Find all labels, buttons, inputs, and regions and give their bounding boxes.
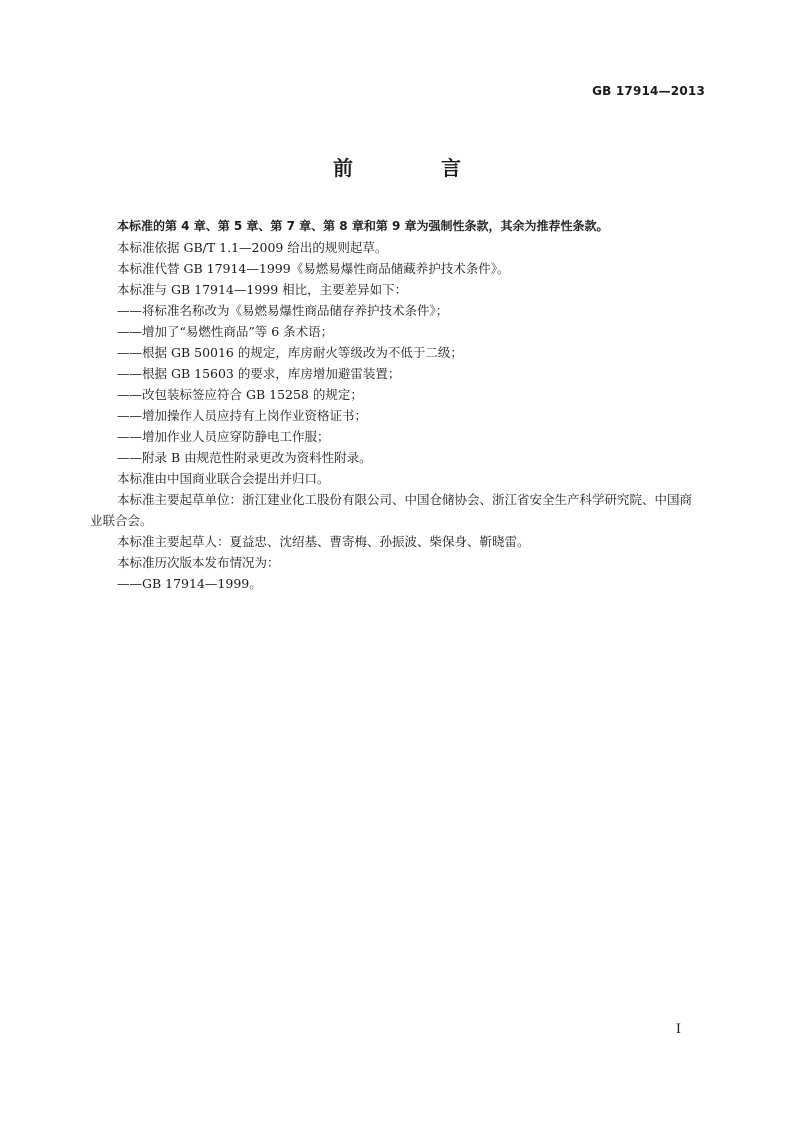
paragraph-drafting-units: 本标准主要起草单位：浙江建业化工股份有限公司、中国仓储协会、浙江省安全生产科学研究院、中国商业联合会。 — [90, 492, 693, 528]
list-item: ——根据 GB 15603 的要求，库房增加避雷装置； — [117, 366, 401, 381]
list-item: ——增加了“易燃性商品”等 6 条术语； — [117, 324, 334, 339]
page-title: 前 言 — [333, 156, 495, 180]
paragraph-history-intro: 本标准历次版本发布情况为： — [117, 555, 280, 570]
list-item: ——根据 GB 50016 的规定，库房耐火等级改为不低于二级； — [117, 345, 463, 360]
list-item: ——增加作业人员应穿防静电工作服； — [117, 429, 330, 444]
foreword-body — [90, 216, 704, 594]
page-number: I — [675, 1022, 681, 1037]
list-item: ——改包装标签应符合 GB 15258 的规定； — [117, 387, 363, 402]
paragraph-replaces: 本标准代替 GB 17914—1999《易燃易爆性商品储藏养护技术条件》。 — [117, 261, 510, 276]
list-item: ——将标准名称改为《易燃易爆性商品储存养护技术条件》； — [117, 303, 449, 318]
paragraph-drafters: 本标准主要起草人：夏益忠、沈绍基、曹寄梅、孙振波、柴保身、靳晓雷。 — [117, 534, 530, 549]
list-item: ——GB 17914—1999。 — [117, 576, 262, 591]
paragraph-drafting-rules: 本标准依据 GB/T 1.1—2009 给出的规则起草。 — [117, 240, 388, 255]
list-item: ——附录 B 由规范性附录更改为资料性附录。 — [117, 450, 372, 465]
paragraph-differences-intro: 本标准与 GB 17914—1999 相比，主要差异如下： — [117, 282, 408, 297]
standard-number: GB 17914—2013 — [592, 84, 705, 98]
list-item: ——增加操作人员应持有上岗作业资格证书； — [117, 408, 368, 423]
paragraph-mandatory-clauses: 本标准的第 4 章、第 5 章、第 7 章、第 8 章和第 9 章为强制性条款，其余为推荐性条款。 — [117, 219, 609, 233]
paragraph-proposer: 本标准由中国商业联合会提出并归口。 — [117, 471, 330, 486]
